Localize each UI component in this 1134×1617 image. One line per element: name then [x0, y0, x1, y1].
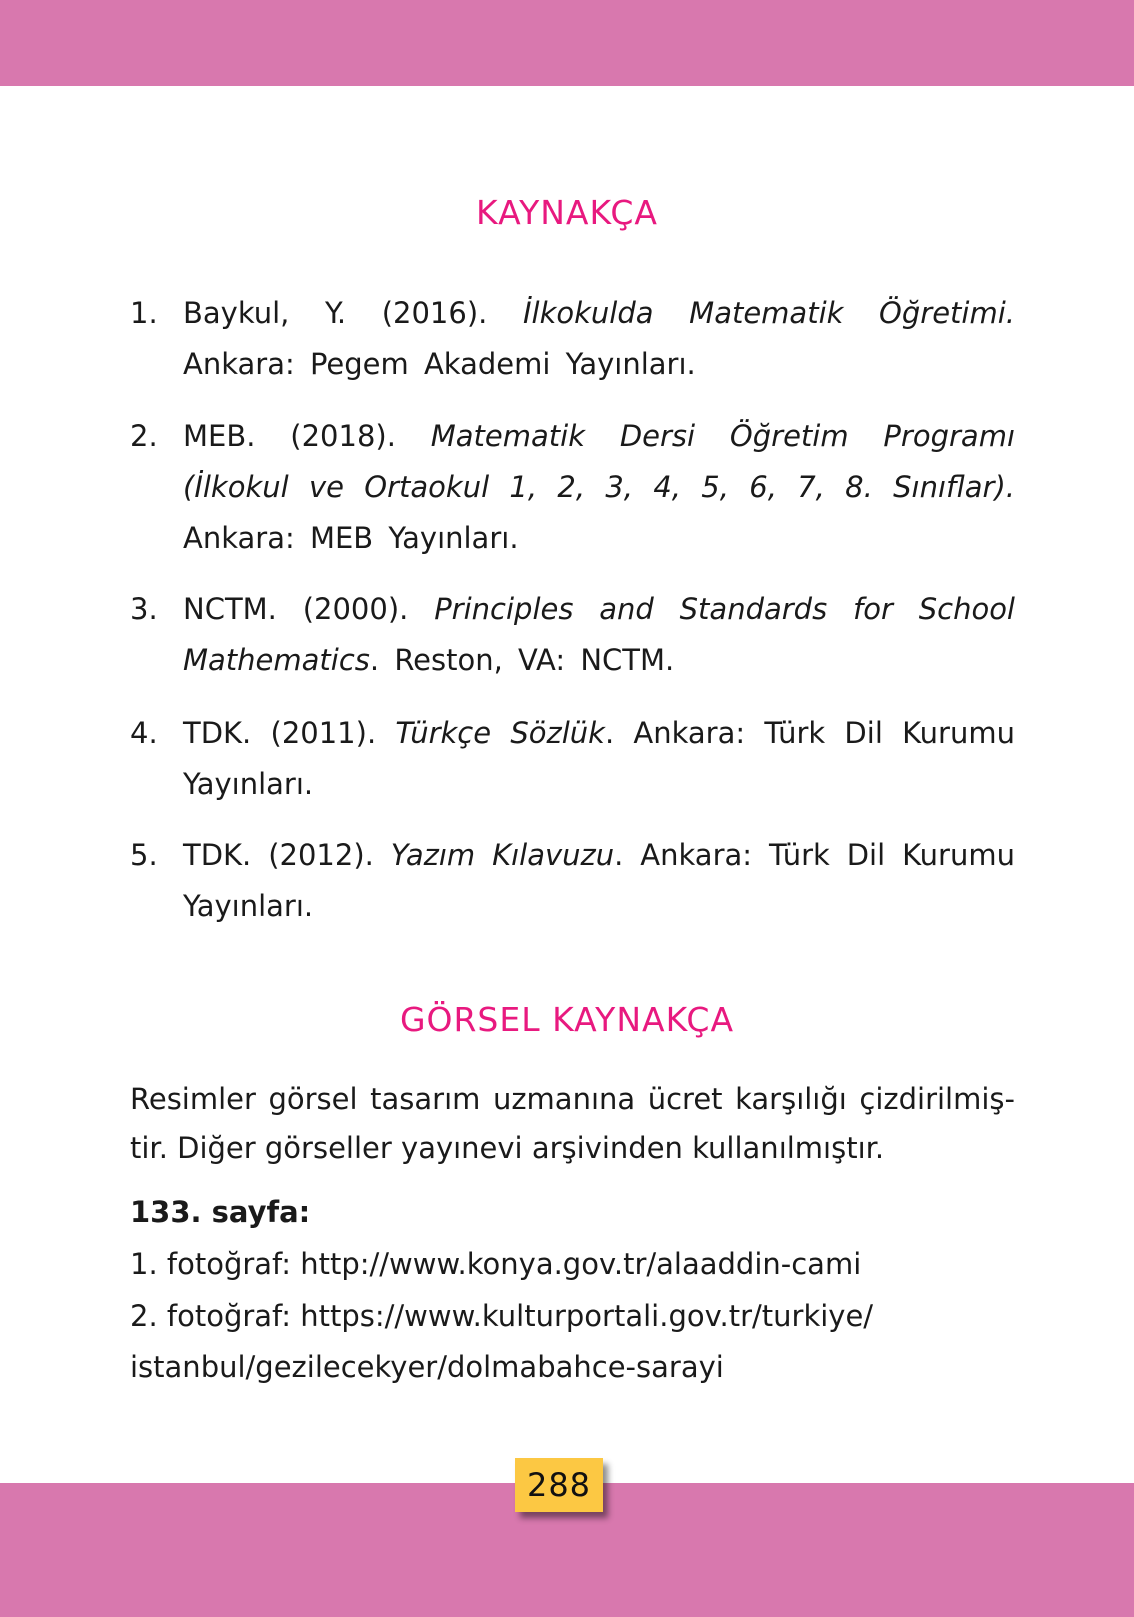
reference-publisher: . Ankara: Türk Dil Kurumu Yayınları.: [183, 838, 1015, 923]
reference-item: [130, 830, 1015, 932]
photo-source-line: istanbul/gezilecekyer/dolmabahce-sarayi: [130, 1350, 724, 1384]
reference-publisher: Ankara: Pegem Akademi Yayınları.: [183, 347, 696, 381]
reference-author: MEB. (2018).: [183, 419, 431, 453]
reference-title: Yazım Kılavuzu: [390, 838, 615, 872]
reference-title: Principles and Standards for School Mathematics: [183, 592, 1015, 677]
reference-title: Matematik Dersi Öğretim Programı (İlkokul ve Ortaokul 1, 2, 3, 4, 5, 6, 7, 8. Sınıflar).: [183, 419, 1015, 504]
reference-publisher: Ankara: MEB Yayınları.: [183, 521, 519, 555]
page-title: KAYNAKÇA: [476, 193, 658, 232]
reference-number: 2.: [130, 419, 158, 453]
visual-sources-title: GÖRSEL KAYNAKÇA: [399, 1000, 735, 1039]
reference-item: [130, 411, 1015, 564]
reference-author: TDK. (2011).: [183, 716, 396, 750]
photo-source-line: 1. fotoğraf: http://www.konya.gov.tr/alaaddin-cami: [130, 1247, 862, 1281]
reference-number: 1.: [130, 296, 158, 330]
page-number-badge: 288: [515, 1458, 603, 1512]
reference-author: TDK. (2012).: [183, 838, 391, 872]
reference-number: 3.: [130, 592, 158, 626]
reference-title: Türkçe Sözlük: [395, 716, 605, 750]
reference-number: 5.: [130, 838, 158, 872]
reference-title: İlkokulda Matematik Öğretimi.: [522, 296, 1015, 330]
photo-source-line: 2. fotoğraf: https://www.kulturportali.gov.tr/turkiye/: [130, 1299, 874, 1333]
visual-sources-paragraph: Resimler görsel tasarım uzmanına ücret karşılığı çizdirilmiş-tir. Diğer görseller yayınevi arşivinden kullanılmıştır.: [130, 1082, 1015, 1165]
reference-publisher: . Reston, VA: NCTM.: [369, 643, 675, 677]
reference-item: [130, 288, 1015, 390]
reference-author: Baykul, Y. (2016).: [183, 296, 523, 330]
reference-item: [130, 584, 1015, 686]
reference-author: NCTM. (2000).: [183, 592, 435, 626]
reference-number: 4.: [130, 716, 158, 750]
reference-item: [130, 708, 1015, 810]
reference-publisher: . Ankara: Türk Dil Kurumu Yayınları.: [183, 716, 1015, 801]
page-reference: 133. sayfa:: [130, 1195, 311, 1229]
header-bar: [0, 0, 1134, 86]
